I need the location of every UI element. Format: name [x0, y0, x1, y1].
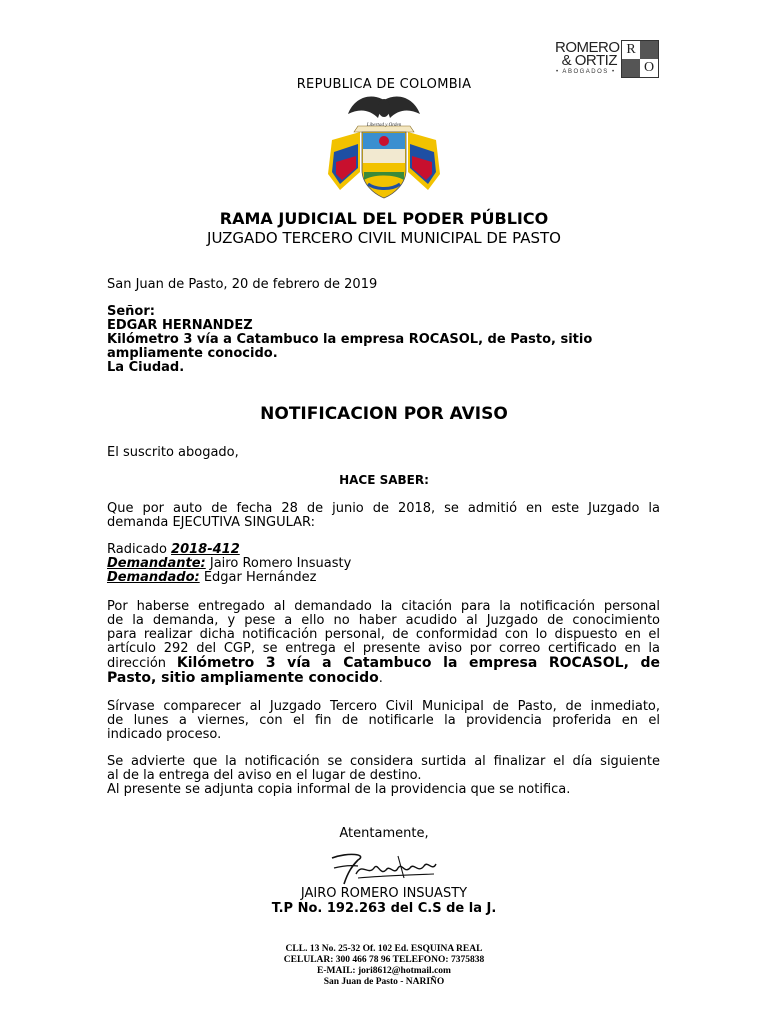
para2-line5	[107, 656, 660, 671]
demandado-value: Edgar Hernández	[199, 570, 317, 585]
crest-motto: Libertad y Orden	[366, 123, 402, 128]
para4-line1: Se advierte que la notificación se considera surtida al finalizar el día siguiente	[107, 754, 660, 769]
branch-heading: RAMA JUDICIAL DEL PODER PÚBLICO	[219, 209, 549, 228]
para2-line3: para realizar dicha notificación personal, de conformidad con lo dispuesto en el	[107, 627, 660, 642]
para3-line3: indicado proceso.	[107, 727, 222, 742]
court-heading: JUZGADO TERCERO CIVIL MUNICIPAL DE PASTO	[207, 229, 561, 247]
para2-line2: de la demanda, y pese a ello no haber acudido al Juzgado de conocimiento	[107, 613, 660, 628]
signature-icon	[328, 848, 440, 888]
para3-line1: Sírvase comparecer al Juzgado Tercero Civil Municipal de Pasto, de inmediato,	[107, 699, 660, 714]
recipient-salutation: Señor:	[107, 304, 155, 319]
para4-line3: Al presente se adjunta copia informal de la providencia que se notifica.	[107, 782, 571, 797]
coat-of-arms	[318, 92, 450, 202]
paragraph-admission	[107, 502, 660, 530]
footer-phones: CELULAR: 300 466 78 96 TELEFONO: 7375838	[283, 955, 485, 965]
footer-city: San Juan de Pasto - NARIÑO	[323, 977, 445, 987]
contact-footer	[234, 944, 534, 988]
footer-email: E-MAIL: jori8612@hotmail.com	[317, 966, 451, 976]
para2-line4: artículo 292 del CGP, se entrega el presente aviso por correo certificado en la	[107, 641, 660, 656]
para2-line5-prefix: dirección	[107, 656, 177, 671]
recipient-block	[107, 305, 667, 375]
monogram-o: O	[640, 59, 658, 77]
demandante-row	[107, 557, 351, 571]
para2-line6-suffix: .	[378, 671, 383, 686]
radicado-value: 2018-412	[171, 542, 240, 557]
logo-subtitle: • ABOGADOS •	[556, 69, 616, 75]
case-details	[107, 543, 351, 585]
demandado-row	[107, 571, 351, 585]
radicado-row	[107, 543, 351, 557]
para2-address-bold-1: Kilómetro 3 vía a Catambuco la empresa ROCASOL, de	[176, 655, 660, 671]
hace-saber-heading: HACE SABER:	[339, 473, 429, 487]
para2-line6	[107, 671, 660, 686]
demandante-value: Jairo Romero Insuasty	[205, 556, 352, 571]
country-heading: REPUBLICA DE COLOMBIA	[296, 77, 472, 92]
recipient-address-line2: ampliamente conocido.	[107, 346, 278, 361]
recipient-name: EDGAR HERNANDEZ	[107, 318, 253, 333]
para3-line2: de lunes a viernes, con el fin de notificarle la providencia proferida en el	[107, 713, 660, 728]
firm-logo	[555, 40, 660, 80]
demandado-label: Demandado:	[107, 570, 200, 585]
demandante-label: Demandante:	[107, 556, 206, 571]
signer-name: JAIRO ROMERO INSUASTY	[300, 886, 468, 901]
paragraph-warning	[107, 755, 660, 797]
signer-tp: T.P No. 192.263 del C.S de la J.	[271, 901, 497, 916]
para1-line2: demanda EJECUTIVA SINGULAR:	[107, 515, 316, 530]
para4-line2: al de la entrega del aviso en el lugar de destino.	[107, 768, 422, 783]
radicado-label: Radicado	[107, 542, 172, 557]
logo-name-line1: ROMERO	[555, 39, 620, 56]
recipient-address-line1: Kilómetro 3 vía a Catambuco la empresa ROCASOL, de Pasto, sitio	[107, 332, 593, 347]
intro-line: El suscrito abogado,	[107, 445, 239, 460]
handwritten-signature	[328, 848, 440, 888]
paragraph-notification	[107, 600, 660, 686]
paragraph-appear	[107, 700, 660, 742]
para2-address-bold-2: Pasto, sitio ampliamente conocido	[107, 670, 379, 686]
footer-address: CLL. 13 No. 25-32 Of. 102 Ed. ESQUINA REAL	[285, 944, 483, 954]
document-title: NOTIFICACION POR AVISO	[260, 404, 508, 424]
monogram-r: R	[622, 41, 640, 59]
date-line: San Juan de Pasto, 20 de febrero de 2019	[107, 277, 378, 292]
logo-name-line2: & ORTIZ	[561, 52, 617, 69]
recipient-city: La Ciudad.	[107, 360, 185, 375]
closing: Atentamente,	[339, 826, 429, 841]
logo-monogram	[621, 40, 659, 78]
para1-line1: Que por auto de fecha 28 de junio de 2018, se admitió en este Juzgado la	[107, 501, 660, 516]
coat-of-arms-icon	[318, 92, 450, 202]
para2-line1: Por haberse entregado al demandado la citación para la notificación personal	[107, 599, 660, 614]
